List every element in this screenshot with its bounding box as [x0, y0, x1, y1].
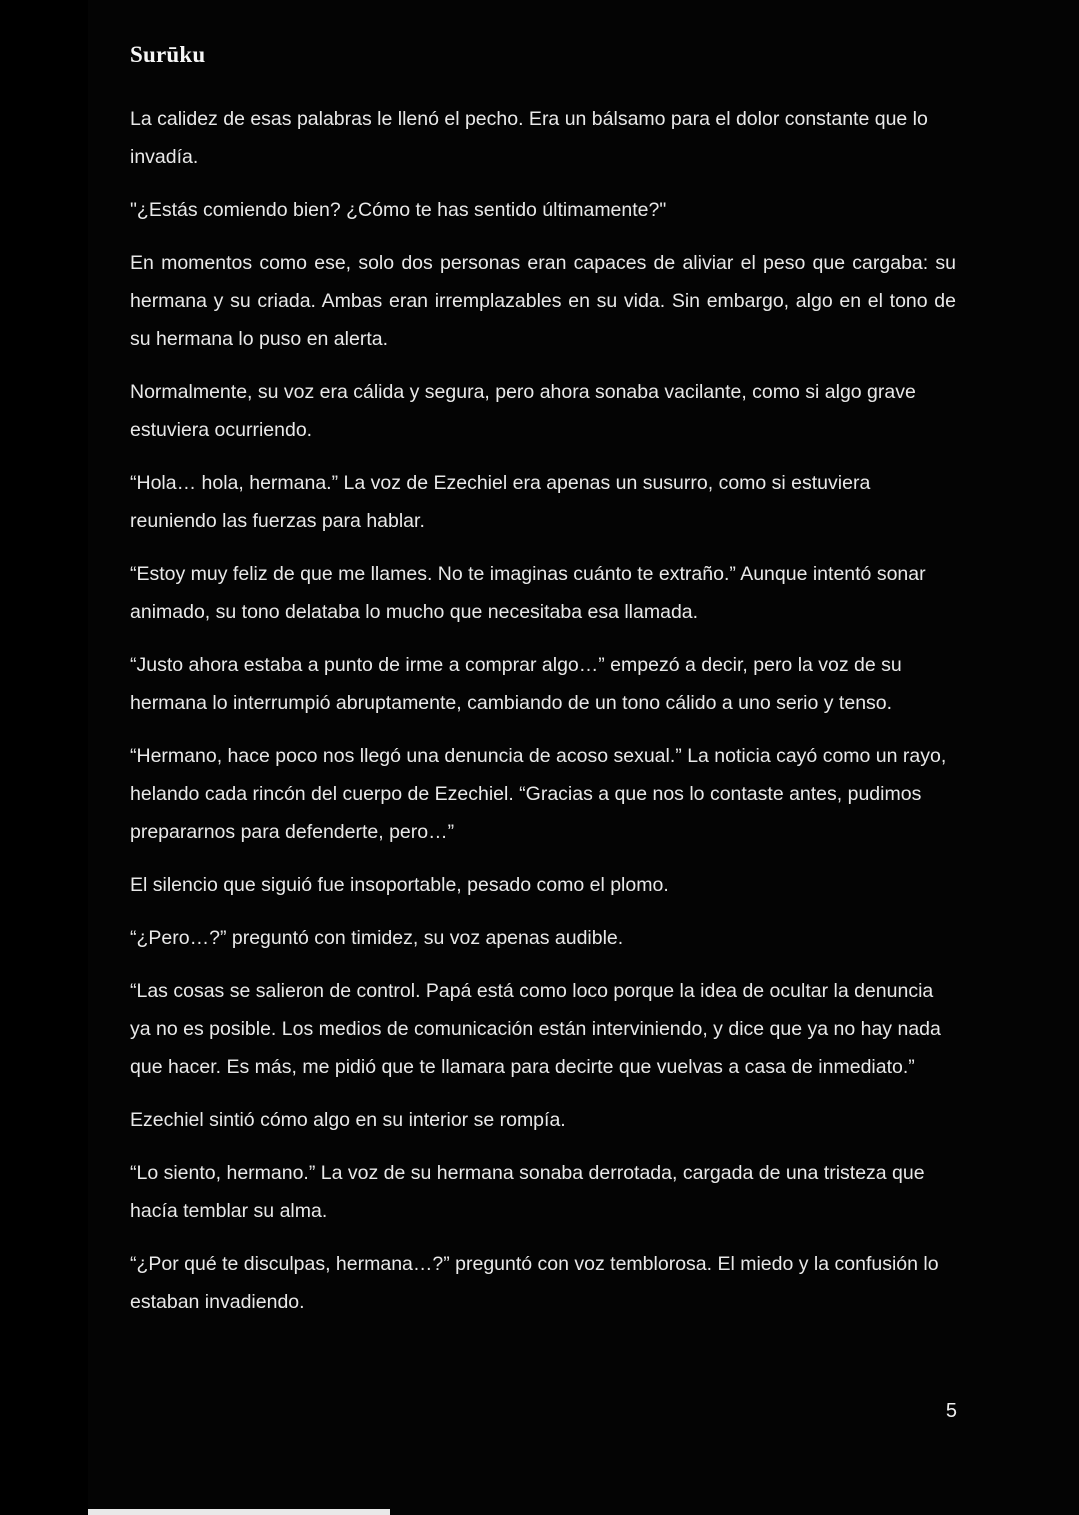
paragraph: El silencio que siguió fue insoportable, pesado como el plomo. — [130, 874, 669, 896]
page-content — [130, 42, 956, 1336]
paragraph: “¿Por qué te disculpas, hermana…?” preguntó con voz temblorosa. El miedo y la confusión lo estaban invadiendo. — [130, 1253, 939, 1313]
paragraph: La calidez de esas palabras le llenó el pecho. Era un bálsamo para el dolor constante que lo invadía. — [130, 108, 928, 168]
paragraph: "¿Estás comiendo bien? ¿Cómo te has sentido últimamente?" — [130, 199, 667, 221]
paragraph: Normalmente, su voz era cálida y segura, pero ahora sonaba vacilante, como si algo grave estuviera ocurriendo. — [130, 381, 916, 441]
left-margin-gutter — [0, 0, 88, 1515]
paragraph: “Hermano, hace poco nos llegó una denuncia de acoso sexual.” La noticia cayó como un rayo, helando cada rincón del cuerpo de Ezechiel. “Gracias a que nos lo contaste antes, pudimos prepararnos para defenderte, pero…” — [130, 745, 947, 843]
paragraph: “Lo siento, hermano.” La voz de su hermana sonaba derrotada, cargada de una tristeza que hacía temblar su alma. — [130, 1162, 925, 1222]
paragraph: “¿Pero…?” preguntó con timidez, su voz apenas audible. — [130, 927, 624, 949]
paragraph: Ezechiel sintió cómo algo en su interior se rompía. — [130, 1109, 566, 1131]
page-number: 5 — [945, 1400, 957, 1422]
paragraph: “Justo ahora estaba a punto de irme a comprar algo…” empezó a decir, pero la voz de su hermana lo interrumpió abruptamente, cambiando de un tono cálido a uno serio y tenso. — [130, 654, 902, 714]
paragraph: “Hola… hola, hermana.” La voz de Ezechiel era apenas un susurro, como si estuviera reuniendo las fuerzas para hablar. — [130, 472, 871, 532]
paragraph: “Estoy muy feliz de que me llames. No te imaginas cuánto te extraño.” Aunque intentó sonar animado, su tono delataba lo mucho que necesitaba esa llamada. — [130, 563, 926, 623]
paragraph: “Las cosas se salieron de control. Papá está como loco porque la idea de ocultar la denuncia ya no es posible. Los medios de comunicación están interviniendo, y dice que ya no hay nada que hacer. Es más, me pidió que te llamara para decirte que vuelvas a casa de inmediato.” — [130, 980, 941, 1078]
next-page-edge — [88, 1509, 390, 1515]
paragraph: En momentos como ese, solo dos personas eran capaces de aliviar el peso que cargaba: su hermana y su criada. Ambas eran irremplazables en su vida. Sin embargo, algo en el tono de su hermana lo puso en alerta. — [130, 252, 956, 350]
page-title: Surūku — [130, 42, 206, 67]
